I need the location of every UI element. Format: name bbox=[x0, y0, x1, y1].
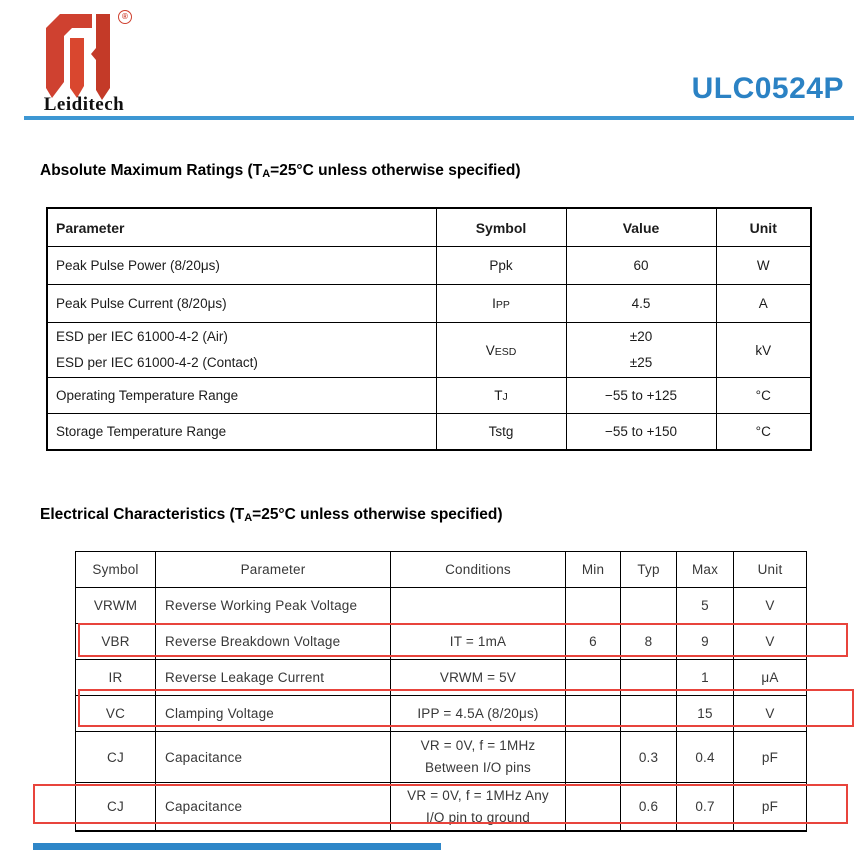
t1-cell-symbol bbox=[436, 323, 566, 378]
heading-text: =25°C unless otherwise specified) bbox=[270, 162, 521, 179]
condition-line: Between I/O pins bbox=[424, 760, 531, 775]
t2-cell-conditions: VRWM = 5V bbox=[391, 660, 566, 696]
t2-cell-symbol: CJ bbox=[76, 783, 156, 832]
section-heading-electrical-characteristics bbox=[40, 506, 503, 524]
symbol-base: T bbox=[494, 388, 503, 403]
t2-cell-max: 5 bbox=[677, 588, 734, 624]
t1-header-unit: Unit bbox=[716, 208, 811, 247]
table-row bbox=[76, 588, 807, 624]
t2-cell-symbol: VC bbox=[76, 696, 156, 732]
t2-cell-max: 9 bbox=[677, 624, 734, 660]
t1-cell-unit: A bbox=[716, 285, 811, 323]
heading-subscript: A bbox=[244, 512, 253, 524]
t2-cell-unit: V bbox=[734, 624, 807, 660]
t2-cell-parameter: Reverse Breakdown Voltage bbox=[156, 624, 391, 660]
t1-cell-parameter: Peak Pulse Current (8/20μs) bbox=[47, 285, 436, 323]
t1-header-symbol: Symbol bbox=[436, 208, 566, 247]
table-header-row bbox=[76, 552, 807, 588]
condition-line: VR = 0V, f = 1MHz bbox=[420, 738, 536, 753]
registered-trademark-icon: ® bbox=[118, 10, 132, 24]
param-line: ESD per IEC 61000-4-2 (Contact) bbox=[56, 355, 258, 370]
t2-header-typ: Typ bbox=[621, 552, 677, 588]
t2-header-symbol: Symbol bbox=[76, 552, 156, 588]
heading-text: =25°C unless otherwise specified) bbox=[252, 506, 503, 523]
t1-header-value: Value bbox=[566, 208, 716, 247]
t2-cell-unit: V bbox=[734, 696, 807, 732]
t2-cell-typ bbox=[621, 588, 677, 624]
t2-cell-conditions: IT = 1mA bbox=[391, 624, 566, 660]
symbol-base: I bbox=[492, 296, 496, 311]
t2-cell-conditions: IPP = 4.5A (8/20μs) bbox=[391, 696, 566, 732]
t2-cell-typ: 0.6 bbox=[621, 783, 677, 832]
t2-cell-min bbox=[566, 588, 621, 624]
annotation-box-vc-row bbox=[78, 689, 854, 727]
table-row bbox=[76, 732, 807, 783]
table-row bbox=[47, 414, 811, 451]
annotation-box-cj-row bbox=[33, 784, 848, 824]
t1-cell-unit: °C bbox=[716, 414, 811, 451]
t2-cell-unit: μA bbox=[734, 660, 807, 696]
t1-cell-parameter: Peak Pulse Power (8/20μs) bbox=[47, 247, 436, 285]
t2-cell-conditions bbox=[391, 588, 566, 624]
t2-cell-parameter: Capacitance bbox=[156, 732, 391, 783]
heading-subscript: A bbox=[262, 168, 271, 180]
t1-cell-unit: kV bbox=[716, 323, 811, 378]
t2-cell-min: 6 bbox=[566, 624, 621, 660]
t2-cell-parameter: Capacitance bbox=[156, 783, 391, 832]
t1-cell-unit: °C bbox=[716, 378, 811, 414]
symbol-base: Tstg bbox=[488, 424, 514, 439]
table-row bbox=[47, 378, 811, 414]
t2-cell-symbol: IR bbox=[76, 660, 156, 696]
param-line: ESD per IEC 61000-4-2 (Air) bbox=[56, 329, 228, 344]
symbol-sub: J bbox=[502, 391, 508, 403]
t2-cell-typ: 0.3 bbox=[621, 732, 677, 783]
t2-header-min: Min bbox=[566, 552, 621, 588]
t2-cell-parameter: Reverse Leakage Current bbox=[156, 660, 391, 696]
t1-cell-unit: W bbox=[716, 247, 811, 285]
symbol-base: Ppk bbox=[489, 258, 513, 273]
t1-cell-value: 60 bbox=[566, 247, 716, 285]
t2-cell-max: 1 bbox=[677, 660, 734, 696]
condition-line: I/O pin to ground bbox=[426, 809, 530, 825]
logo-wordmark: Leiditech bbox=[43, 94, 125, 115]
heading-text: Electrical Characteristics (T bbox=[40, 506, 245, 523]
logo-emblem-icon bbox=[34, 8, 122, 100]
t2-header-conditions: Conditions bbox=[391, 552, 566, 588]
symbol-sub: ESD bbox=[494, 345, 517, 358]
t1-cell-symbol bbox=[436, 414, 566, 451]
header-divider bbox=[24, 116, 854, 120]
t1-header-parameter: Parameter bbox=[47, 208, 436, 247]
t1-cell-parameter bbox=[47, 323, 436, 378]
value-line: ±20 bbox=[629, 329, 653, 344]
symbol-sub: PP bbox=[495, 299, 510, 311]
condition-line: VR = 0V, f = 1MHz Any bbox=[407, 787, 549, 803]
t2-header-parameter: Parameter bbox=[156, 552, 391, 588]
absolute-maximum-ratings-table bbox=[46, 207, 812, 451]
t1-cell-value: −55 to +125 bbox=[566, 378, 716, 414]
table-row bbox=[47, 247, 811, 285]
t2-header-unit: Unit bbox=[734, 552, 807, 588]
t1-cell-parameter: Storage Temperature Range bbox=[47, 414, 436, 451]
t1-cell-value: −55 to +150 bbox=[566, 414, 716, 451]
footer-divider bbox=[33, 843, 441, 850]
t1-cell-value: 4.5 bbox=[566, 285, 716, 323]
t2-cell-parameter: Clamping Voltage bbox=[156, 696, 391, 732]
leiditech-logo bbox=[34, 8, 134, 120]
t1-cell-value bbox=[566, 323, 716, 378]
t2-cell-max: 15 bbox=[677, 696, 734, 732]
t2-cell-symbol: VBR bbox=[76, 624, 156, 660]
t2-cell-typ: 8 bbox=[621, 624, 677, 660]
t2-cell-max: 0.7 bbox=[677, 783, 734, 832]
t2-cell-conditions bbox=[391, 732, 566, 783]
t2-cell-parameter: Reverse Working Peak Voltage bbox=[156, 588, 391, 624]
t2-cell-unit: pF bbox=[734, 732, 807, 783]
t2-cell-max: 0.4 bbox=[677, 732, 734, 783]
t1-cell-symbol bbox=[436, 247, 566, 285]
t2-header-max: Max bbox=[677, 552, 734, 588]
annotation-box-vbr-row bbox=[78, 623, 848, 657]
t2-cell-symbol: VRWM bbox=[76, 588, 156, 624]
section-heading-absolute-maximum-ratings bbox=[40, 162, 521, 180]
table-row bbox=[47, 323, 811, 378]
table-row bbox=[47, 285, 811, 323]
t1-cell-symbol bbox=[436, 378, 566, 414]
t2-cell-min bbox=[566, 732, 621, 783]
heading-text: Absolute Maximum Ratings (T bbox=[40, 162, 263, 179]
page-title: ULC0524P bbox=[691, 72, 844, 105]
t2-cell-symbol: CJ bbox=[76, 732, 156, 783]
t2-cell-unit: pF bbox=[734, 783, 807, 832]
t1-cell-parameter: Operating Temperature Range bbox=[47, 378, 436, 414]
t2-cell-unit: V bbox=[734, 588, 807, 624]
table-header-row bbox=[47, 208, 811, 247]
t1-cell-symbol bbox=[436, 285, 566, 323]
symbol-base: V bbox=[485, 342, 495, 358]
value-line: ±25 bbox=[629, 355, 653, 370]
